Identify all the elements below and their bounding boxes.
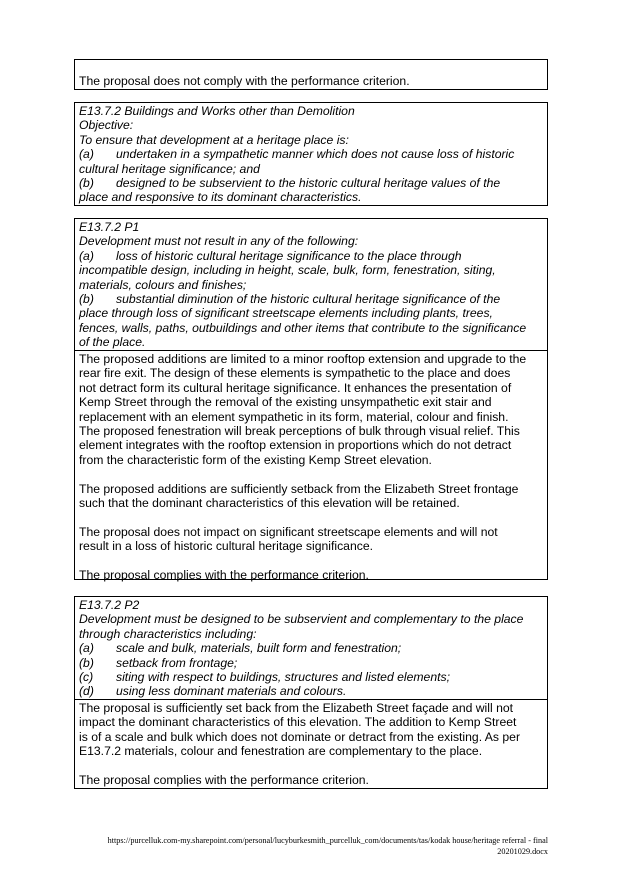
list-item: (a) undertaken in a sympathetic manner which does not cause loss of historic	[79, 147, 515, 162]
objective-intro: To ensure that development at a heritage place is:	[79, 132, 349, 147]
list-item: (b) substantial diminution of the historic cultural heritage significance of the	[79, 292, 501, 307]
list-item: (a) scale and bulk, materials, built form and fenestration;	[79, 641, 402, 656]
list-item: (d) using less dominant materials and colours.	[79, 684, 347, 699]
criterion-title: E13.7.2 P2	[79, 598, 140, 612]
list-item: (b) designed to be subservient to the historic cultural heritage values of the	[79, 176, 501, 191]
section-title: E13.7.2 Buildings and Works other than Demolition	[79, 104, 355, 118]
list-item: (a) loss of historic cultural heritage significance to the place through	[79, 248, 462, 263]
compliance-box-1	[74, 59, 548, 90]
list-item: (c) siting with respect to buildings, structures and listed elements;	[79, 670, 450, 685]
performance-criterion-p2-box: E13.7.2 P2 Development must be designed to be subservient and complementary to the place through characteristics including: (a) scale and bulk, materials, built form and fenestration; (b) setback from frontage; (c) siting with respect to buildings, structures and listed elements; (d) using less dominant materials and colours. The proposal is sufficiently set back from the Elizabeth Street façade and will not impact the dominant characteristics of this elevation. The addition to Kemp Street is of a scale and bulk which does not dominate or detract from the existing. As per E13.7.2 materials, colour and fenestration are complementary to the place. The proposal complies with the performance criterion.	[74, 596, 548, 789]
compliance-statement: The proposal does not comply with the performance criterion.	[79, 74, 410, 88]
performance-criterion-p1-box: E13.7.2 P1 Development must not result in any of the following: (a) loss of historic cultural heritage significance to the place through incompatible design, including in height, scale, bulk, form, fenestration, siting, materials, colours and finishes; (b) substantial diminution of the historic cultural heritage significance of the place through loss of significant streetscape elements including plants, trees, fences, walls, paths, outbuildings and other items that contribute to the significance of the place. The proposed additions are limited to a minor rooftop extension and upgrade to the rear fire exit. The design of these elements is sympathetic to the place and does not detract form its cultural heritage significance. It enhances the presentation of Kemp Street through the removal of the existing unsympathetic exit stair and replacement with an element sympathetic in its form, material, colour and finish. The proposed fenestration will break perceptions of bulk through visual relief. This element integrates with the rooftop extension in proportions which do not detract from the characteristic form of the existing Kemp Street elevation. The proposed additions are sufficiently setback from the Elizabeth Street frontage such that the dominant characteristics of this elevation will be retained. The proposal does not impact on significant streetscape elements and will not result in a loss of historic cultural heritage significance. The proposal complies with the performance criterion.	[74, 218, 548, 580]
criterion-title: E13.7.2 P1	[79, 220, 140, 234]
criterion-response: The proposal is sufficiently set back from the Elizabeth Street façade and will not impact the dominant characteristics of this elevation. The addition to Kemp Street is of a scale and bulk which does not dominate or detract from the existing. As per E13.7.2 materials, colour and fenestration are complementary to the place. The proposal complies with the performance criterion.	[75, 699, 547, 789]
document-footer-path: https://purcelluk.com-my.sharepoint.com/personal/lucyburkesmith_purcelluk_com/documents/tas/kodak house/heritage referral - final 20201029.docx	[107, 836, 548, 856]
criterion-intro: Development must not result in any of the following:	[79, 234, 359, 249]
objective-box: E13.7.2 Buildings and Works other than Demolition Objective: To ensure that development at a heritage place is: (a) undertaken in a sympathetic manner which does not cause loss of historic cultural heritage significance; and (b) designed to be subservient to the historic cultural heritage values of the place and responsive to its dominant characteristics.	[74, 102, 548, 206]
criterion-response: The proposed additions are limited to a minor rooftop extension and upgrade to the rear fire exit. The design of these elements is sympathetic to the place and does not detract form its cultural heritage significance. It enhances the presentation of Kemp Street through the removal of the existing unsympathetic exit stair and replacement with an element sympathetic in its form, material, colour and finish. The proposed fenestration will break perceptions of bulk through visual relief. This element integrates with the rooftop extension in proportions which do not detract from the characteristic form of the existing Kemp Street elevation. The proposed additions are sufficiently setback from the Elizabeth Street frontage such that the dominant characteristics of this elevation will be retained. The proposal does not impact on significant streetscape elements and will not result in a loss of historic cultural heritage significance. The proposal complies with the performance criterion.	[75, 350, 547, 584]
objective-label: Objective:	[79, 118, 134, 133]
list-item: (b) setback from frontage;	[79, 655, 238, 670]
